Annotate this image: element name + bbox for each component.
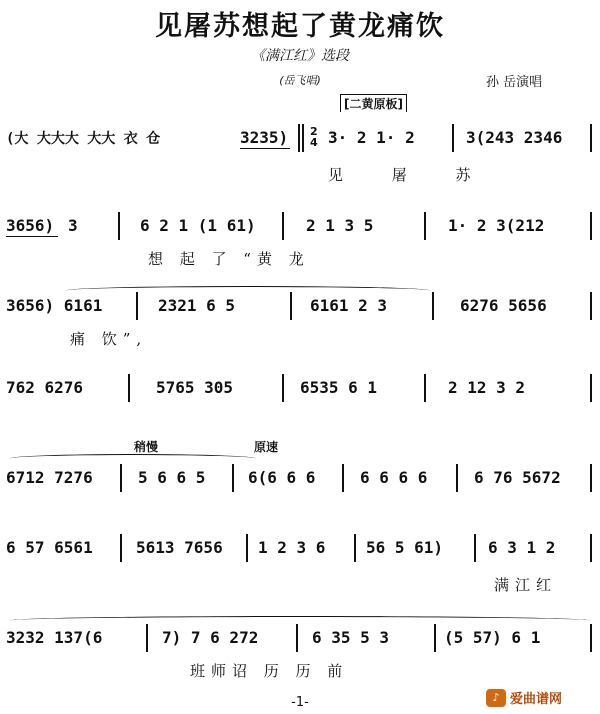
barline <box>246 534 248 562</box>
score-row-4 <box>0 352 600 432</box>
score-row-3 <box>0 270 600 350</box>
barline <box>452 124 454 152</box>
watermark <box>486 688 562 707</box>
barline <box>434 624 436 652</box>
score-cell: 2 12 3 2 <box>448 378 526 397</box>
barline <box>474 534 476 562</box>
barline <box>118 212 120 240</box>
barline <box>456 464 458 492</box>
time-signature-top: 2 <box>310 125 318 138</box>
score-cell: 6276 5656 <box>460 296 547 315</box>
barline <box>590 292 592 320</box>
score-cell: 6 2 1 (1 61) <box>140 216 256 235</box>
tempo-slower: 稍慢 <box>134 440 159 454</box>
underline <box>6 236 58 237</box>
score-cell: (5 57) 6 1 <box>444 628 541 647</box>
phrase-slur <box>10 616 590 625</box>
score-cell: 6 76 5672 <box>474 468 561 487</box>
score-cell: 6 57 6561 <box>6 538 93 557</box>
score-cell: 2321 6 5 <box>158 296 236 315</box>
score-cell: 6 35 5 3 <box>312 628 390 647</box>
score-cell: 56 5 61) <box>366 538 444 557</box>
page-title: 见屠苏想起了黄龙痛饮 <box>155 11 445 42</box>
lyric-line: 满江红 <box>494 576 558 594</box>
score-cell: 6535 6 1 <box>300 378 378 397</box>
score-row-7 <box>0 606 600 690</box>
score-cell: 5 6 6 5 <box>138 468 206 487</box>
score-cell: 6 3 1 2 <box>488 538 556 557</box>
barline <box>590 534 592 562</box>
score-cell: 3(243 2346 <box>466 128 563 147</box>
barline <box>136 292 138 320</box>
score-cell: 3656) 6161 <box>6 296 103 315</box>
score-cell: 3· 2 1· 2 <box>328 128 415 147</box>
score-row-1 <box>0 97 600 190</box>
barline <box>590 464 592 492</box>
score-cell: 1· 2 3(212 <box>448 216 545 235</box>
barline <box>432 292 434 320</box>
barline <box>590 624 592 652</box>
barline <box>290 292 292 320</box>
barline <box>424 212 426 240</box>
score-cell: 6(6 6 6 <box>248 468 316 487</box>
time-signature <box>310 126 318 148</box>
barline <box>424 374 426 402</box>
barline <box>590 124 592 152</box>
lyric-line: 想 起 了 “黄 龙 <box>148 250 310 268</box>
score-cell: 3656) <box>6 216 55 235</box>
score-cell: 3 <box>68 216 78 235</box>
barline <box>590 374 592 402</box>
phrase-slur <box>10 454 256 463</box>
score-cell: 6 6 6 6 <box>360 468 428 487</box>
barline <box>354 534 356 562</box>
lyric-line: 见 屠 苏 <box>328 166 493 184</box>
barline <box>590 212 592 240</box>
score-cell: 5765 305 <box>156 378 234 397</box>
time-signature-bottom: 4 <box>310 136 318 149</box>
performer-credit: 孙 岳演唱 <box>486 75 543 90</box>
score-cell: 1 2 3 6 <box>258 538 326 557</box>
lyric-line: 痛 饮”, <box>70 330 148 348</box>
score-row-2 <box>0 190 600 270</box>
score-cell: 3235) <box>240 128 289 147</box>
score-cell: 6712 7276 <box>6 468 93 487</box>
score-row-6 <box>0 510 600 600</box>
page-number: -1- <box>291 695 309 710</box>
score-cell: 2 1 3 5 <box>306 216 374 235</box>
underline <box>240 148 290 149</box>
score-cell: 7) 7 6 272 <box>162 628 259 647</box>
barline <box>342 464 344 492</box>
lyric-line: 班师诏 历 历 前 <box>190 662 349 680</box>
barline <box>128 374 130 402</box>
barline <box>232 464 234 492</box>
tempo-original: 原速 <box>254 440 279 454</box>
score-cell: (大 大大大 大大 衣 仓 <box>6 131 161 147</box>
score-row-5 <box>0 432 600 508</box>
subtitle: 《满江红》选段 <box>251 48 349 64</box>
barline <box>302 124 304 152</box>
watermark-text: 爱曲谱网 <box>510 692 563 707</box>
music-note-icon: ♪ <box>486 689 506 707</box>
score-cell: 6161 2 3 <box>310 296 388 315</box>
score-cell: 5613 7656 <box>136 538 223 557</box>
barline <box>282 374 284 402</box>
score-cell: 3232 137(6 <box>6 628 103 647</box>
barline <box>146 624 148 652</box>
barline <box>298 124 300 152</box>
barline <box>120 464 122 492</box>
mode-tag: [二黄原板] <box>340 94 407 112</box>
barline <box>120 534 122 562</box>
score-cell: 762 6276 <box>6 378 84 397</box>
barline <box>296 624 298 652</box>
phrase-slur <box>66 286 430 295</box>
singer-note: (岳飞唱) <box>279 74 321 87</box>
barline <box>282 212 284 240</box>
